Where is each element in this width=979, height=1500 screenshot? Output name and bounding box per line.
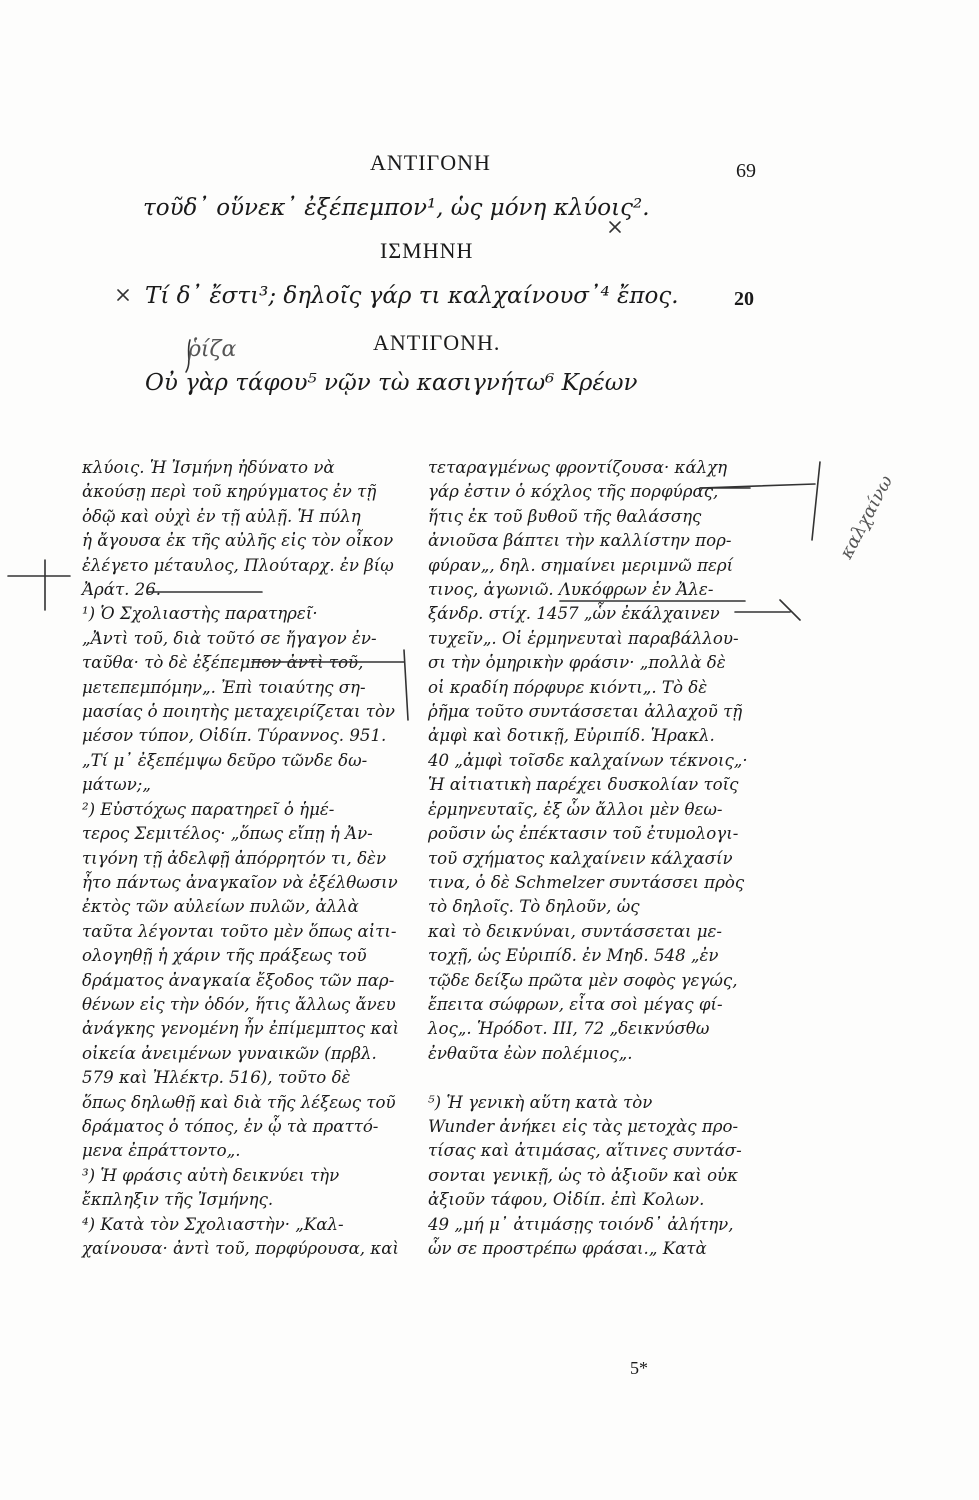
commentary-line: ⁵) Ἡ γενικὴ αὕτη κατὰ τὸν xyxy=(428,1092,653,1112)
commentary-line: ταῦθα· τὸ δὲ ἐξέπεμπον ἀντὶ τοῦ, xyxy=(82,653,364,673)
commentary-line: ²) Εὐστόχως παρατηρεῖ ὁ ἡμέ- xyxy=(82,799,335,819)
page-number: 69 xyxy=(736,160,756,182)
commentary-line: τερος Σεμιτέλος· „ὅπως εἴπῃ ἡ Ἀν- xyxy=(82,824,373,844)
commentary-line: μάτων;„ xyxy=(82,775,151,795)
commentary-line: μενα ἐπράττοντο„. xyxy=(82,1141,241,1161)
commentary-line: φύραν„, δηλ. σημαίνει μεριμνῶ περί xyxy=(428,555,734,575)
commentary-line: οἰκεία ἀνειμένων γυναικῶν (πρβλ. xyxy=(82,1043,377,1063)
commentary-line: ὁδῷ καὶ οὐχὶ ἐν τῇ αὐλῇ. Ἡ πύλη xyxy=(82,506,361,526)
speaker-ismene: ΙΣΜΗΝΗ xyxy=(380,238,474,263)
commentary-line: Ἡ αἰτιατικὴ παρέχει δυσκολίαν τοῖς xyxy=(428,775,739,795)
pencil-cross-mark xyxy=(8,560,70,610)
pencil-right-margin-word: καλχαίνω xyxy=(835,472,898,563)
commentary-line: „Τί μ᾽ ἐξεπέμψω δεῦρο τῶνδε δω- xyxy=(82,750,368,770)
commentary-line: ἑρμηνευταῖς, ἐξ ὧν ἄλλοι μὲν θεω- xyxy=(428,799,723,819)
commentary-line: τὸ δηλοῖς. Τὸ δηλοῦν, ὡς xyxy=(428,897,640,917)
commentary-line: Ἀράτ. 26. xyxy=(82,580,162,600)
commentary-line: ἀξιοῦν τάφου, Οἰδίπ. ἐπὶ Κολων. xyxy=(428,1190,705,1210)
commentary-line: ὧν σε προστρέπω φράσαι.„ Κατὰ xyxy=(428,1239,707,1258)
verse-line-1: τοῦδ᾽ οὕνεκ᾽ ἐξέπεμπον¹, ὡς μόνη κλύοις². xyxy=(143,195,650,221)
verse-line-2: Τί δ᾽ ἔστι³; δηλοῖς γάρ τι καλχαίνουσ᾽⁴ ἔπος. xyxy=(145,283,679,309)
speaker-antigone: ΑΝΤΙΓΟΝΗ. xyxy=(373,330,501,355)
commentary-line: ³) Ἡ φράσις αὐτὴ δεικνύει τὴν xyxy=(82,1165,340,1185)
commentary-line: γάρ ἐστιν ὁ κόχλος τῆς πορφύρας, xyxy=(428,482,719,502)
commentary-line: ἥτις ἐκ τοῦ βυθοῦ τῆς θαλάσσης xyxy=(428,506,702,526)
commentary-line: 40 „ἀμφὶ τοῖσδε καλχαίνων τέκνοις„· xyxy=(428,750,748,770)
verse-line-3: Οὐ γὰρ τάφου⁵ νῷν τὼ κασιγνήτω⁶ Κρέων xyxy=(145,370,638,396)
commentary-line: ολογηθῇ ἡ χάριν τῆς πράξεως τοῦ xyxy=(82,946,367,966)
commentary-line: ⁴) Κατὰ τὸν Σχολιαστὴν· „Καλ- xyxy=(82,1214,344,1234)
commentary-line: σι τὴν ὁμηρικὴν φράσιν· „πολλὰ δὲ xyxy=(428,653,726,673)
commentary-line: ἀκούσῃ περὶ τοῦ κηρύγματος ἐν τῇ xyxy=(82,482,377,502)
commentary-line: καὶ τὸ δεικνύναι, συντάσσεται με- xyxy=(428,921,723,941)
commentary-line: τινος, ἀγωνιῶ. Λυκόφρων ἐν Ἀλε- xyxy=(428,580,714,600)
commentary-line: μασίας ὁ ποιητὴς μεταχειρίζεται τὸν xyxy=(82,702,396,722)
commentary-line: οἱ κραδίη πόρφυρε κιόντι„. Τὸ δὲ xyxy=(428,677,708,697)
commentary-left-column xyxy=(82,456,412,1261)
commentary-line: ἐνθαῦτα ἐὼν πολέμιος„. xyxy=(428,1043,633,1063)
commentary-line: 49 „μή μ᾽ ἀτιμάσῃς τοιόνδ᾽ ἀλήτην, xyxy=(428,1214,734,1234)
commentary-line: τεταραγμένως φροντίζουσα· κάλχη xyxy=(428,458,728,477)
commentary-line: ὅπως δηλωθῇ καὶ διὰ τῆς λέξεως τοῦ xyxy=(82,1092,396,1112)
commentary-line: ἀνάγκης γενομένη ἦν ἐπίμεμπτος καὶ xyxy=(82,1019,400,1039)
pencil-cross-mark xyxy=(118,290,128,300)
commentary-line: τῷδε δείξω πρῶτα μὲν σοφὸς γεγώς, xyxy=(428,970,738,990)
commentary-line: ροῦσιν ὡς ἐπέκτασιν τοῦ ἐτυμολογι- xyxy=(428,824,739,844)
commentary-line: ἀνιοῦσα βάπτει τὴν καλλίστην πορ- xyxy=(428,531,732,551)
pencil-cross-mark xyxy=(610,222,620,232)
commentary-line: ἐκτὸς τῶν αὐλείων πυλῶν, ἀλλὰ xyxy=(82,897,359,917)
commentary-line: ἦτο πάντως ἀναγκαῖον νὰ ἐξέλθωσιν xyxy=(82,872,398,892)
commentary-line: μετεπεμπόμην„. Ἐπὶ τοιαύτης ση- xyxy=(82,677,366,697)
line-number: 20 xyxy=(734,288,754,310)
pencil-margin-word: ῥίζα xyxy=(188,337,237,362)
commentary-line: Wunder ἀνήκει εἰς τὰς μετοχὰς προ- xyxy=(428,1116,739,1136)
commentary-line: δράματος ὁ τόπος, ἐν ᾧ τὰ πραττό- xyxy=(82,1116,379,1136)
commentary-right-column xyxy=(428,456,758,1261)
commentary-line: κλύοις. Ἡ Ἰσμήνη ἠδύνατο νὰ xyxy=(82,458,335,477)
commentary-line: τοῦ σχήματος καλχαίνειν κάλχασίν xyxy=(428,848,733,868)
commentary-line: ¹) Ὁ Σχολιαστὴς παρατηρεῖ· xyxy=(82,604,318,624)
commentary-line: τυχεῖν„. Οἱ ἑρμηνευταὶ παραβάλλου- xyxy=(428,628,739,648)
commentary-line: τίσας καὶ ἀτιμάσας, αἵτινες συντάσ- xyxy=(428,1141,742,1161)
commentary-line: λος„. Ἡρόδοτ. III, 72 „δεικνύσθω xyxy=(428,1019,710,1039)
commentary-line: ῥῆμα τοῦτο συντάσσεται ἀλλαχοῦ τῇ xyxy=(428,702,743,722)
commentary-line: χαίνουσα· ἀντὶ τοῦ, πορφύρουσα, καὶ xyxy=(82,1239,399,1258)
commentary-line: 579 καὶ Ἠλέκτρ. 516), τοῦτο δὲ xyxy=(82,1068,351,1088)
commentary-line: τιγόνη τῇ ἀδελφῇ ἀπόρρητόν τι, δὲν xyxy=(82,848,387,868)
commentary-line: τινα, ὁ δὲ Schmelzer συντάσσει πρὸς xyxy=(428,872,745,892)
commentary-line: „Ἀντὶ τοῦ, διὰ τοῦτό σε ἤγαγον ἐν- xyxy=(82,628,377,648)
running-header-title: ΑΝΤΙΓΟΝΗ xyxy=(370,150,491,175)
signature-mark: 5* xyxy=(630,1358,648,1378)
commentary-line xyxy=(428,1066,758,1090)
pencil-stroke xyxy=(186,340,190,372)
commentary-line: ταῦτα λέγονται τοῦτο μὲν ὅπως αἰτι- xyxy=(82,921,397,941)
commentary-line: ξάνδρ. στίχ. 1457 „ὧν ἐκάλχαινεν xyxy=(428,604,720,624)
commentary-line: ἔπειτα σώφρων, εἶτα σοὶ μέγας φί- xyxy=(428,994,723,1014)
commentary-line: ἀμφὶ καὶ δοτικῇ, Εὐριπίδ. Ἡρακλ. xyxy=(428,726,715,746)
commentary-line: μέσον τύπον, Οἰδίπ. Τύραννος. 951. xyxy=(82,726,387,746)
commentary-line: σονται γενικῇ, ὡς τὸ ἀξιοῦν καὶ οὐκ xyxy=(428,1165,739,1185)
commentary-line: ἡ ἄγουσα ἐκ τῆς αὐλῆς εἰς τὸν οἶκον xyxy=(82,531,394,551)
commentary-line: θένων εἰς τὴν ὁδόν, ἥτις ἄλλως ἄνευ xyxy=(82,994,396,1014)
commentary-line: ἔκπληξιν τῆς Ἰσμήνης. xyxy=(82,1190,274,1210)
commentary-line: τοχῇ, ὡς Εὐριπίδ. ἐν Μηδ. 548 „ἐν xyxy=(428,946,719,966)
commentary-line: ἐλέγετο μέταυλος, Πλούταρχ. ἐν βίῳ xyxy=(82,555,394,575)
commentary-line: δράματος ἀναγκαία ἔξοδος τῶν παρ- xyxy=(82,970,395,990)
